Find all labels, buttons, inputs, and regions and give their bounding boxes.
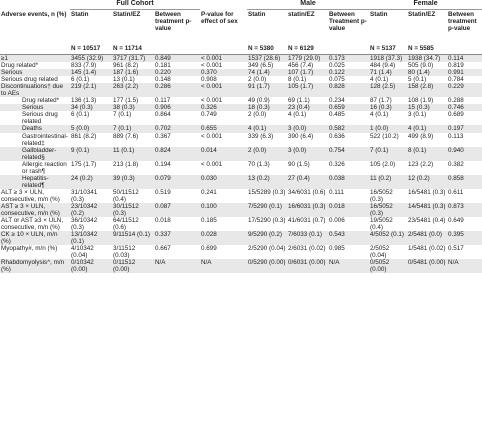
table-row: [0, 189, 482, 203]
table-cell: 2/5290 (0.04): [247, 245, 287, 259]
table-cell: 6 (0.1): [70, 111, 112, 125]
table-cell: N/A: [154, 259, 200, 273]
sample-size: [200, 45, 247, 55]
sample-size: N = 11714: [112, 45, 154, 55]
sample-size-row: [0, 45, 482, 55]
table-cell: 0.754: [328, 147, 369, 161]
table-row: [0, 245, 482, 259]
table-cell: 0.824: [154, 147, 200, 161]
table-cell: 0/5481 (0.00): [407, 259, 447, 273]
sample-size: N = 5137: [369, 45, 407, 55]
table-cell: 0.702: [154, 125, 200, 132]
row-label: Gastrointestinal-related‡: [0, 133, 70, 147]
row-label: Hepatitis-related¶: [0, 175, 70, 189]
table-cell: 0.113: [447, 133, 482, 147]
table-cell: 7/5290 (0.1): [247, 203, 287, 217]
table-cell: 1 (0.0): [369, 125, 407, 132]
row-label: Serious: [0, 69, 70, 76]
table-cell: 36/10342 (0.3): [70, 217, 112, 231]
row-label: Allergic reaction or rash¶: [0, 161, 70, 175]
table-cell: 0.185: [200, 217, 247, 231]
table-row: [0, 104, 482, 111]
row-label: ≥1: [0, 55, 70, 63]
row-label: Serious drug related: [0, 111, 70, 125]
table-cell: 27 (0.4): [287, 175, 328, 189]
table-cell: 456 (7.4): [287, 62, 328, 69]
table-cell: 219 (2.1): [70, 83, 112, 97]
table-cell: 0.025: [328, 62, 369, 69]
table-cell: 484 (9.4): [369, 62, 407, 69]
table-cell: 4/5052 (0.1): [369, 231, 407, 245]
table-cell: 38 (0.3): [112, 104, 154, 111]
table-cell: 13/10342 (0.1): [70, 231, 112, 245]
table-cell: < 0.001: [200, 97, 247, 104]
table-row: [0, 231, 482, 245]
table-cell: 0.100: [200, 203, 247, 217]
table-cell: 34/6031 (0.6): [287, 189, 328, 203]
table-cell: 0.659: [328, 104, 369, 111]
table-cell: 2/5052 (0.04): [369, 245, 407, 259]
table-cell: 0.985: [328, 245, 369, 259]
table-cell: 7 (0.1): [369, 147, 407, 161]
table-cell: 0.241: [200, 189, 247, 203]
table-cell: 107 (1.7): [287, 69, 328, 76]
table-row: [0, 203, 482, 217]
table-cell: 7/6033 (0.1): [287, 231, 328, 245]
table-cell: < 0.001: [200, 133, 247, 147]
sample-size: [0, 45, 70, 55]
row-label: Myopathy#, m/n (%): [0, 245, 70, 259]
table-cell: 861 (8.2): [70, 133, 112, 147]
table-cell: 3717 (31.7): [112, 55, 154, 63]
table-cell: 16/6031 (0.3): [287, 203, 328, 217]
row-label: CK ≥ 10 × ULN, m/n (%): [0, 231, 70, 245]
table-cell: 5 (0.1): [407, 76, 447, 83]
table-cell: 105 (1.7): [287, 83, 328, 97]
table-cell: 0.114: [447, 55, 482, 63]
table-cell: 349 (6.5): [247, 62, 287, 69]
table-cell: 13 (0.1): [112, 76, 154, 83]
table-cell: 0.485: [328, 111, 369, 125]
table-cell: 0.746: [447, 104, 482, 111]
table-cell: N/A: [447, 259, 482, 273]
table-cell: 0.288: [447, 97, 482, 104]
row-label: Drug related*: [0, 62, 70, 69]
table-row: [0, 111, 482, 125]
table-cell: 0.337: [154, 231, 200, 245]
table-cell: 50/11512 (0.4): [112, 189, 154, 203]
table-cell: 833 (7.9): [70, 62, 112, 69]
table-cell: < 0.001: [200, 62, 247, 69]
table-cell: 9 (0.1): [70, 147, 112, 161]
table-row: [0, 83, 482, 97]
table-cell: 0.087: [154, 203, 200, 217]
table-row: [0, 217, 482, 231]
table-cell: 499 (8.9): [407, 133, 447, 147]
table-cell: 19/5052 (0.4): [369, 217, 407, 231]
column-header: statin/EZ: [287, 10, 328, 46]
sample-size: N = 5585: [407, 45, 447, 55]
column-header-row: [0, 10, 482, 46]
table-cell: 74 (1.4): [247, 69, 287, 76]
sample-size: [447, 45, 482, 55]
table-cell: 4/10342 (0.04): [70, 245, 112, 259]
table-cell: 175 (1.7): [70, 161, 112, 175]
table-cell: 187 (1.6): [112, 69, 154, 76]
table-cell: 108 (1.9): [407, 97, 447, 104]
table-body: [0, 55, 482, 274]
table-cell: N/A: [328, 259, 369, 273]
table-cell: 145 (1.4): [70, 69, 112, 76]
table-row: [0, 147, 482, 161]
table-cell: 158 (2.8): [407, 83, 447, 97]
table-cell: 14/5481 (0.3): [407, 203, 447, 217]
table-cell: 0.517: [447, 245, 482, 259]
table-cell: 0.649: [447, 217, 482, 231]
table-cell: 0.991: [447, 69, 482, 76]
table-cell: N/A: [200, 259, 247, 273]
table-cell: 7 (0.1): [112, 111, 154, 125]
table-cell: 23/10342 (0.2): [70, 203, 112, 217]
table-cell: 128 (2.5): [369, 83, 407, 97]
table-cell: 9/5290 (0.2): [247, 231, 287, 245]
table-cell: 0.784: [447, 76, 482, 83]
table-cell: < 0.001: [200, 83, 247, 97]
table-cell: 3/11512 (0.03): [112, 245, 154, 259]
table-cell: 0.181: [154, 62, 200, 69]
table-cell: 889 (7.6): [112, 133, 154, 147]
table-cell: 136 (1.3): [70, 97, 112, 104]
table-cell: 91 (1.7): [247, 83, 287, 97]
column-header: Between treatment p-value: [447, 10, 482, 46]
table-cell: 2/5481 (0.0): [407, 231, 447, 245]
table-cell: 24 (0.2): [70, 175, 112, 189]
table-row: [0, 69, 482, 76]
table-cell: 1918 (37.3): [369, 55, 407, 63]
table-cell: 0/5052 (0.00): [369, 259, 407, 273]
table-cell: 505 (9.0): [407, 62, 447, 69]
row-label: ALT or AST ≥3 × ULN, consecutive, m/n (%): [0, 217, 70, 231]
sample-size: [328, 45, 369, 55]
table-cell: 390 (6.4): [287, 133, 328, 147]
table-cell: 16/5481 (0.3): [407, 189, 447, 203]
table-cell: 39 (0.3): [112, 175, 154, 189]
table-cell: 15/5289 (0.3): [247, 189, 287, 203]
table-cell: 34 (0.3): [70, 104, 112, 111]
table-cell: 0.286: [154, 83, 200, 97]
table-cell: 0.828: [328, 83, 369, 97]
row-label: Serious drug related: [0, 76, 70, 83]
row-label: Gallbladder-related§: [0, 147, 70, 161]
table-cell: 41/6031 (0.7): [287, 217, 328, 231]
table-cell: 1537 (28.6): [247, 55, 287, 63]
table-cell: 16/5052 (0.3): [369, 189, 407, 203]
table-cell: 13 (0.2): [247, 175, 287, 189]
column-header: Statin: [70, 10, 112, 46]
table-cell: 71 (1.4): [369, 69, 407, 76]
table-cell: 0.326: [328, 161, 369, 175]
table-cell: 70 (1.3): [247, 161, 287, 175]
table-cell: 0.370: [200, 69, 247, 76]
table-cell: 9/11514 (0.1): [112, 231, 154, 245]
table-cell: 16/5052 (0.3): [369, 203, 407, 217]
column-header: Statin: [369, 10, 407, 46]
table-cell: 11 (0.1): [112, 147, 154, 161]
table-cell: 1779 (29.0): [287, 55, 328, 63]
table-row: [0, 161, 482, 175]
table-cell: 961 (8.2): [112, 62, 154, 69]
sample-size: N = 5380: [247, 45, 287, 55]
row-label: ALT ≥ 3 × ULN, consecutive, m/n (%): [0, 189, 70, 203]
table-cell: 4 (0.1): [407, 125, 447, 132]
table-row: [0, 133, 482, 147]
table-cell: 8 (0.1): [287, 76, 328, 83]
row-label: Serious: [0, 104, 70, 111]
table-row: [0, 259, 482, 273]
table-row: [0, 55, 482, 63]
table-cell: 105 (2.0): [369, 161, 407, 175]
row-label: Discontinuations† due to AEs: [0, 83, 70, 97]
column-header: Statin: [247, 10, 287, 46]
table-cell: 0.655: [200, 125, 247, 132]
group-full-cohort: Full Cohort: [70, 0, 200, 10]
row-label: Rhabdomyolysis^, m/n (%): [0, 259, 70, 273]
table-cell: 15 (0.3): [407, 104, 447, 111]
table-cell: 0.906: [154, 104, 200, 111]
table-cell: 17/5290 (0.3): [247, 217, 287, 231]
table-cell: < 0.001: [200, 161, 247, 175]
table-cell: 0.689: [447, 111, 482, 125]
table-cell: 0.234: [328, 97, 369, 104]
table-cell: 0.819: [447, 62, 482, 69]
table-cell: 2 (0.0): [247, 111, 287, 125]
table-cell: 0.122: [328, 69, 369, 76]
table-cell: 123 (2.2): [407, 161, 447, 175]
table-cell: 1938 (34.7): [407, 55, 447, 63]
table-cell: 80 (1.4): [407, 69, 447, 76]
column-header: Between treatment p-value: [154, 10, 200, 46]
table-cell: 49 (0.9): [247, 97, 287, 104]
table-cell: 0.075: [328, 76, 369, 83]
table-cell: 2 (0.0): [247, 76, 287, 83]
table-cell: 0/11512 (0.00): [112, 259, 154, 273]
table-cell: 0.197: [447, 125, 482, 132]
table-cell: 0.173: [328, 55, 369, 63]
table-cell: 0.229: [447, 83, 482, 97]
group-female: Female: [369, 0, 482, 10]
table-cell: 69 (1.1): [287, 97, 328, 104]
table-cell: 0.873: [447, 203, 482, 217]
table-cell: 3455 (32.9): [70, 55, 112, 63]
table-cell: 87 (1.7): [369, 97, 407, 104]
table-cell: 4 (0.1): [369, 111, 407, 125]
table-cell: 0.699: [200, 245, 247, 259]
table-cell: 0/10342 (0.00): [70, 259, 112, 273]
table-cell: 0.636: [328, 133, 369, 147]
table-cell: 0.079: [154, 175, 200, 189]
sample-size: [154, 45, 200, 55]
table-cell: 0.940: [447, 147, 482, 161]
table-cell: 0.326: [200, 104, 247, 111]
table-cell: 16 (0.3): [369, 104, 407, 111]
table-cell: 0.367: [154, 133, 200, 147]
table-cell: 0.908: [200, 76, 247, 83]
table-cell: 8 (0.1): [407, 147, 447, 161]
table-cell: 5 (0.0): [70, 125, 112, 132]
row-label: Drug related*: [0, 97, 70, 104]
table-cell: 0.749: [200, 111, 247, 125]
table-cell: 23/5481 (0.4): [407, 217, 447, 231]
table-row: [0, 76, 482, 83]
table-cell: 4 (0.1): [247, 125, 287, 132]
table-row: [0, 175, 482, 189]
table-cell: 0.864: [154, 111, 200, 125]
table-cell: 0.038: [328, 175, 369, 189]
table-cell: 0.611: [447, 189, 482, 203]
sample-size: N = 10517: [70, 45, 112, 55]
table-cell: 1/5481 (0.02): [407, 245, 447, 259]
table-cell: 0.849: [154, 55, 200, 63]
table-cell: 0.028: [200, 231, 247, 245]
table-cell: 4 (0.1): [369, 76, 407, 83]
table-cell: 0/6031 (0.00): [287, 259, 328, 273]
table-cell: 0.667: [154, 245, 200, 259]
column-header: Adverse events, n (%): [0, 10, 70, 46]
table-cell: 177 (1.5): [112, 97, 154, 104]
column-header: P-value for effect of sex: [200, 10, 247, 46]
table-cell: 0.018: [154, 217, 200, 231]
table-cell: 3 (0.1): [407, 111, 447, 125]
table-cell: 12 (0.2): [407, 175, 447, 189]
table-cell: 23 (0.4): [287, 104, 328, 111]
column-header: Between Treatment p-value: [328, 10, 369, 46]
table-cell: < 0.001: [200, 55, 247, 63]
table-row: [0, 125, 482, 132]
table-cell: 0.148: [154, 76, 200, 83]
table-cell: 0.014: [200, 147, 247, 161]
table-cell: 522 (10.2): [369, 133, 407, 147]
table-cell: 0.018: [328, 203, 369, 217]
table-cell: 0.382: [447, 161, 482, 175]
table-cell: 3 (0.0): [287, 147, 328, 161]
table-cell: 0.194: [154, 161, 200, 175]
column-header: Statin/EZ: [112, 10, 154, 46]
table-cell: 6 (0.1): [70, 76, 112, 83]
sample-size: N = 6129: [287, 45, 328, 55]
table-cell: 0.582: [328, 125, 369, 132]
table-cell: 0.111: [328, 189, 369, 203]
table-cell: 0.543: [328, 231, 369, 245]
table-cell: 4 (0.1): [287, 111, 328, 125]
table-cell: 0.220: [154, 69, 200, 76]
table-cell: 7 (0.1): [112, 125, 154, 132]
table-cell: 0.858: [447, 175, 482, 189]
table-cell: 30/11512 (0.3): [112, 203, 154, 217]
table-cell: 64/11512 (0.6): [112, 217, 154, 231]
row-label: Deaths: [0, 125, 70, 132]
table-row: [0, 62, 482, 69]
table-cell: 0/5290 (0.00): [247, 259, 287, 273]
row-label: AST ≥ 3 × ULN, consecutive, m/n (%): [0, 203, 70, 217]
table-cell: 0.395: [447, 231, 482, 245]
table-cell: 0.519: [154, 189, 200, 203]
table-cell: 90 (1.5): [287, 161, 328, 175]
group-header-row: [0, 0, 482, 10]
table-cell: 213 (1.8): [112, 161, 154, 175]
table-cell: 2 (0.0): [247, 147, 287, 161]
table-cell: 31/10341 (0.3): [70, 189, 112, 203]
table-cell: 11 (0.2): [369, 175, 407, 189]
table-cell: 263 (2.2): [112, 83, 154, 97]
table-cell: 3 (0.0): [287, 125, 328, 132]
table-cell: 18 (0.3): [247, 104, 287, 111]
table-cell: 0.006: [328, 217, 369, 231]
table-cell: 339 (6.3): [247, 133, 287, 147]
table-cell: 0.030: [200, 175, 247, 189]
table-cell: 2/6031 (0.02): [287, 245, 328, 259]
column-header: Statin/EZ: [407, 10, 447, 46]
group-male: Male: [247, 0, 369, 10]
table-row: [0, 97, 482, 104]
table-cell: 0.117: [154, 97, 200, 104]
